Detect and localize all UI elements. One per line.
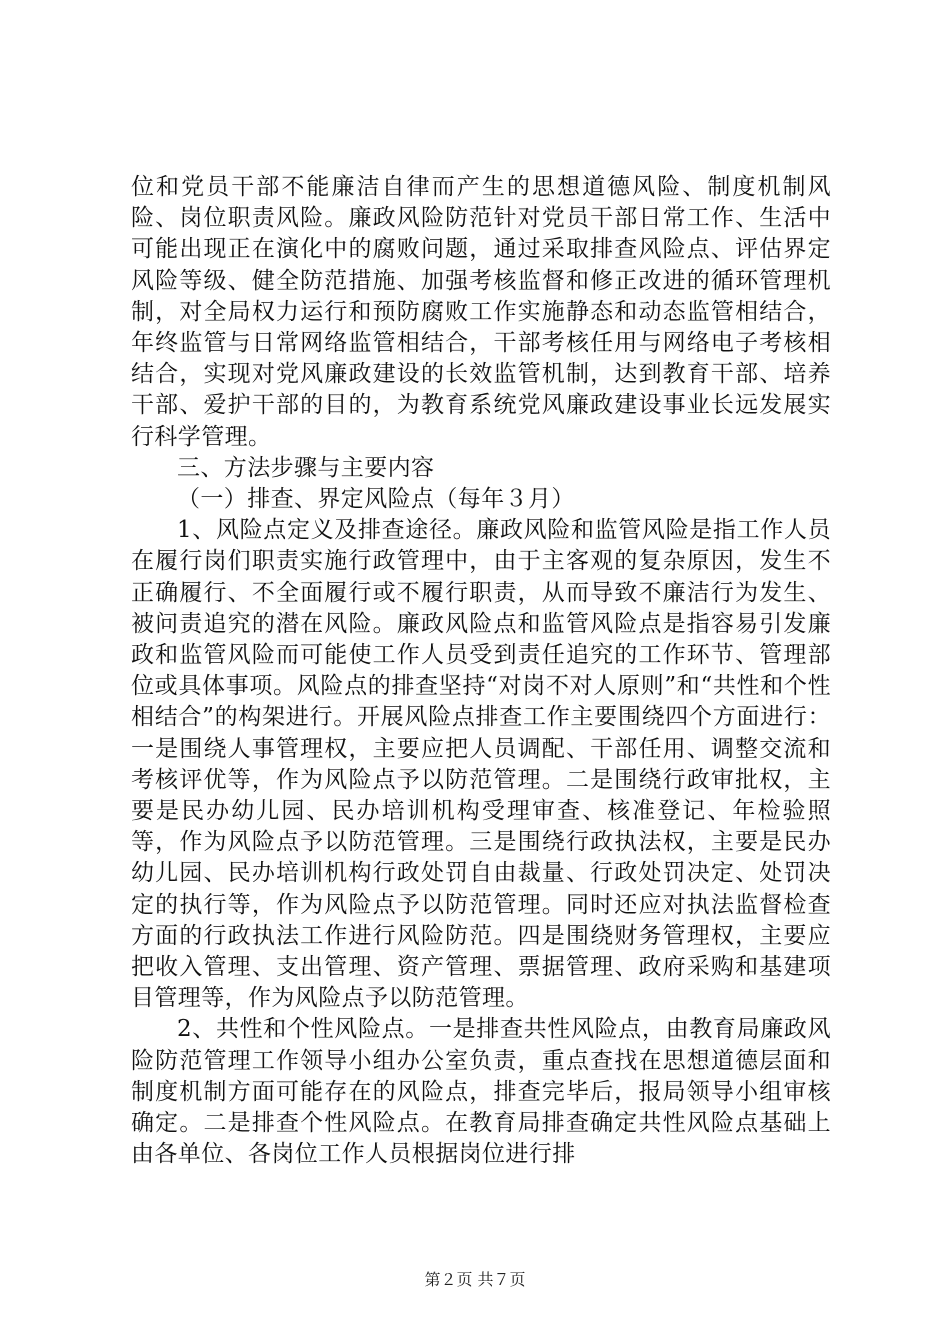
page-footer: 第２页 共７页 xyxy=(424,1270,526,1289)
paragraph-common-risk: 2、共性和个性风险点。一是排查共性风险点，由教育局廉政风险防范管理工作领导小组办公室负责，重点查找在思想道德层面和制度机制方面可能存在的风险点，排查完毕后，报局领导小组审核确定。二是排查个性风险点。在教育局排查确定共性风险点基础上由各单位、各岗位工作人员根据岗位进行排 xyxy=(131,1016,831,1168)
section-heading: 三、方法步骤与主要内容 xyxy=(177,454,435,481)
document-body xyxy=(131,172,831,1171)
paragraph-continuation: 位和党员干部不能廉洁自律而产生的思想道德风险、制度机制风险、岗位职责风险。廉政风险防范针对党员干部日常工作、生活中可能出现正在演化中的腐败问题，通过采取排查风险点、评估界定风险等级、健全防范措施、加强考核监督和修正改进的循环管理机制，对全局权力运行和预防腐败工作实施静态和动态监管相结合，年终监管与日常网络监管相结合，干部考核任用与网络电子考核相结合，实现对党风廉政建设的长效监管机制，达到教育干部、培养干部、爱护干部的目的，为教育系统党风廉政建设事业长远发展实行科学管理。 xyxy=(131,174,831,450)
subsection-heading: （一）排查、界定风险点（每年３月） xyxy=(177,486,575,513)
paragraph-risk-definition: 1、风险点定义及排查途径。廉政风险和监管风险是指工作人员在履行岗们职责实施行政管理中，由于主客观的复杂原因，发生不正确履行、不全面履行或不履行职责，从而导致不廉洁行为发生、被问责追究的潜在风险。廉政风险点和监管风险点是指容易引发廉政和监管风险而可能使工作人员受到责任追究的工作环节、管理部位或具体事项。风险点的排查坚持“对岗不对人原则”和“共性和个性相结合”的构架进行。开展风险点排查工作主要围绕四个方面进行：一是围绕人事管理权，主要应把人员调配、干部任用、调整交流和考核评优等，作为风险点予以防范管理。二是围绕行政审批权，主要是民办幼儿园、民办培训机构受理审查、核准登记、年检验照等，作为风险点予以防范管理。三是围绕行政执法权，主要是民办幼儿园、民办培训机构行政处罚自由裁量、行政处罚决定、处罚决定的执行等，作为风险点予以防范管理。同时还应对执法监督检查方面的行政执法工作进行风险防范。四是围绕财务管理权，主要应把收入管理、支出管理、资产管理、票据管理、政府采购和基建项目管理等，作为风险点予以防范管理。 xyxy=(131,517,831,1012)
